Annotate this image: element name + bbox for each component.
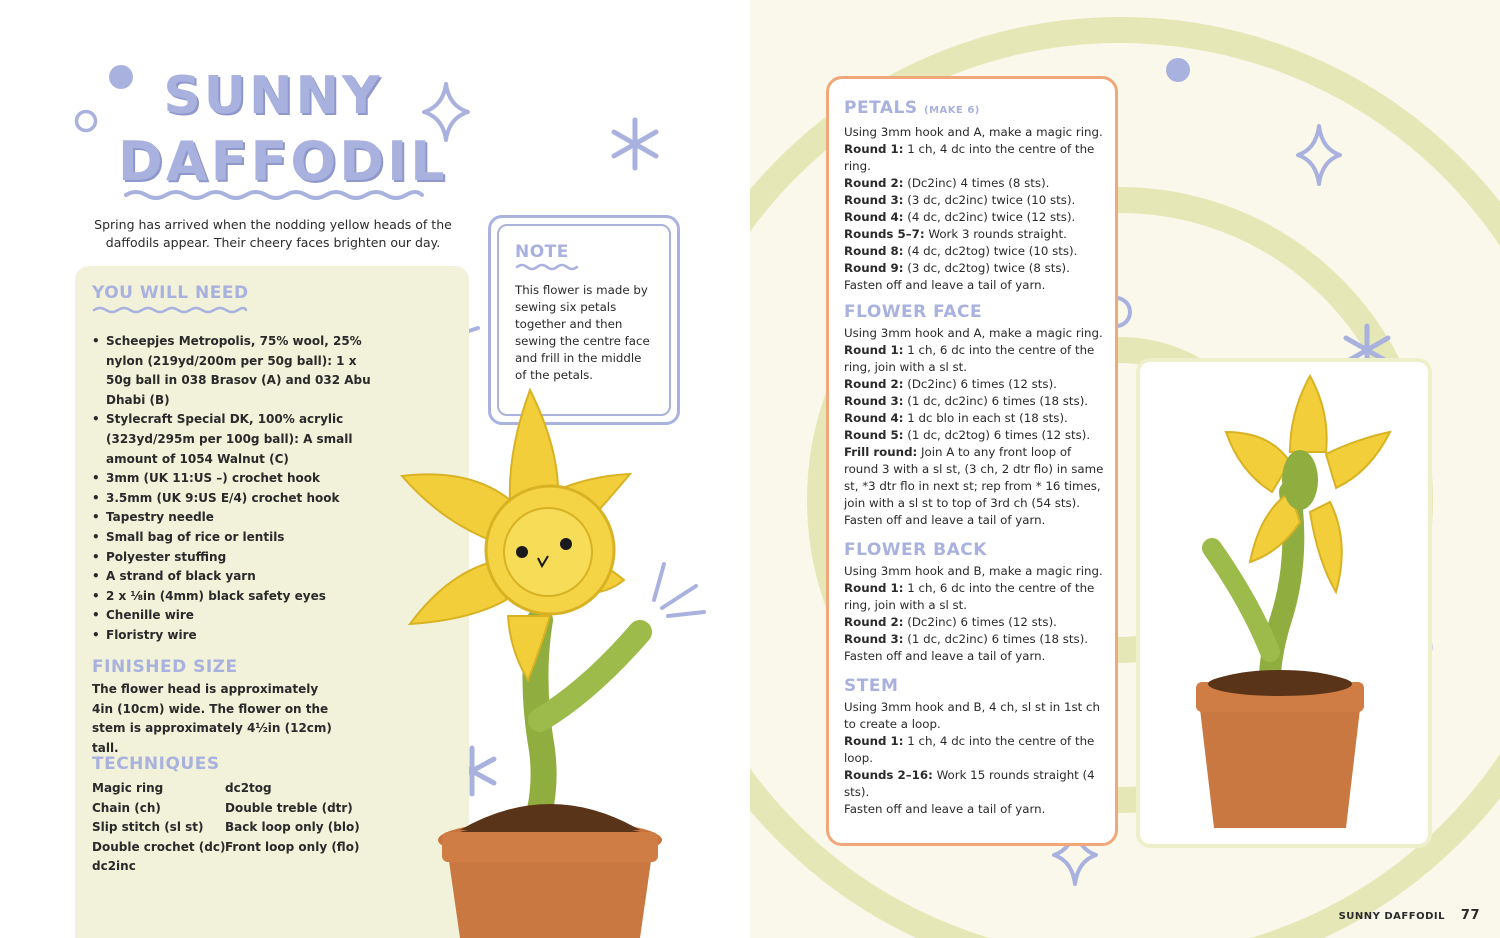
instruction-round: Round 5: (1 dc, dc2tog) 6 times (12 sts). — [844, 428, 1091, 442]
instruction-round: Round 1: 1 ch, 4 dc into the centre of the ring. — [844, 142, 1095, 173]
instruction-round: Round 1: 1 ch, 6 dc into the centre of the ring, join with a sl st. — [844, 343, 1095, 374]
intro-text: Spring has arrived when the nodding yellow heads of the daffodils appear. Their cheery faces brighten our day. — [94, 217, 452, 250]
flower-face-intro: Using 3mm hook and A, make a magic ring. — [844, 326, 1103, 340]
list-item: • A strand of black yarn — [92, 567, 382, 587]
stem-intro: Using 3mm hook and B, 4 ch, sl st in 1st ch to create a loop. — [844, 700, 1100, 731]
list-item: Double treble (dtr) — [225, 800, 353, 815]
flower-face-section — [844, 301, 1106, 529]
list-item: • Tapestry needle — [92, 508, 382, 528]
page-title-line-2: DAFFODIL — [118, 130, 448, 193]
instruction-round: Round 9: (3 dc, dc2tog) twice (8 sts). — [844, 261, 1070, 275]
list-item: • Polyester stuffing — [92, 548, 382, 568]
list-item: • Small bag of rice or lentils — [92, 528, 382, 548]
footer-section-title: SUNNY DAFFODIL — [1338, 911, 1445, 922]
list-item: • 2 x ⅛in (4mm) black safety eyes — [92, 587, 382, 607]
list-item: • Scheepjes Metropolis, 75% wool, 25% nylon (219yd/200m per 50g ball): 1 x 50g ball in 038 Brasov (A) and 032 Abu Dhabi (B) — [92, 332, 382, 410]
instruction-round: Rounds 5–7: Work 3 rounds straight. — [844, 227, 1067, 241]
list-item: • Chenille wire — [92, 606, 382, 626]
petals-outro: Fasten off and leave a tail of yarn. — [844, 278, 1046, 292]
heading-underline-wave — [92, 305, 248, 315]
instruction-round: Frill round: Join A to any front loop of round 3 with a sl st, (3 ch, 2 dtr flo) in same st, *3 dtr flo in next st; rep from * 16 times, join with a sl st to top of 3rd ch (54 sts). — [844, 445, 1104, 510]
flower-back-intro: Using 3mm hook and B, make a magic ring. — [844, 564, 1103, 578]
flower-back-section — [844, 539, 1106, 665]
daffodil-side-illustration — [1140, 362, 1428, 844]
daffodil-side-photo — [1136, 358, 1432, 848]
you-will-need-list — [92, 332, 382, 646]
petals-heading: PETALS (MAKE 6) — [844, 98, 980, 118]
techniques-column-1 — [92, 779, 225, 877]
decorative-dot-icon — [1164, 56, 1192, 84]
stem-heading: STEM — [844, 676, 899, 696]
recipe-panel — [826, 76, 1118, 846]
list-item: • Floristry wire — [92, 626, 382, 646]
list-item: dc2inc — [92, 859, 136, 874]
petals-subheading: (MAKE 6) — [924, 105, 980, 116]
list-item: • 3.5mm (UK 9:US E/4) crochet hook — [92, 489, 382, 509]
stem-outro: Fasten off and leave a tail of yarn. — [844, 802, 1046, 816]
instruction-round: Round 8: (4 dc, dc2tog) twice (10 sts). — [844, 244, 1078, 258]
list-item: • Stylecraft Special DK, 100% acrylic (323yd/295m per 100g ball): A small amount of 1054 Walnut (C) — [92, 410, 382, 469]
instruction-round: Round 4: 1 dc blo in each st (18 sts). — [844, 411, 1068, 425]
page-title-line-1: SUNNY — [163, 66, 383, 126]
title-underline-wave — [124, 188, 424, 202]
instruction-round: Round 2: (Dc2inc) 6 times (12 sts). — [844, 615, 1057, 629]
page-footer — [1339, 908, 1480, 923]
list-item: Slip stitch (sl st) — [92, 820, 204, 835]
petals-intro: Using 3mm hook and A, make a magic ring. — [844, 125, 1103, 139]
list-item: dc2tog — [225, 781, 272, 795]
list-item: Magic ring — [92, 781, 164, 795]
list-item: Double crochet (dc) — [92, 839, 226, 854]
instruction-round: Round 3: (1 dc, dc2inc) 6 times (18 sts). — [844, 394, 1089, 408]
finished-size-heading: FINISHED SIZE — [92, 657, 238, 677]
sparkle-icon — [1294, 122, 1344, 188]
page-number: 77 — [1460, 908, 1480, 923]
techniques-heading: TECHNIQUES — [92, 754, 220, 774]
flower-face-heading: FLOWER FACE — [844, 302, 983, 322]
heading-underline-wave — [515, 262, 579, 272]
note-text: This flower is made by sewing six petals together and then sewing the centre face and frill in the middle of the petals. — [515, 283, 650, 382]
list-item: Front loop only (flo) — [225, 839, 360, 854]
finished-size-text: The flower head is approximately 4in (10cm) wide. The flower on the stem is approximately 4½in (12cm) tall. — [92, 682, 332, 755]
flower-back-heading: FLOWER BACK — [844, 540, 987, 560]
instruction-round: Round 2: (Dc2inc) 6 times (12 sts). — [844, 377, 1057, 391]
list-item: • 3mm (UK 11:US –) crochet hook — [92, 469, 382, 489]
daffodil-photo — [390, 380, 690, 938]
stem-section — [844, 675, 1106, 818]
instruction-round: Round 1: 1 ch, 4 dc into the centre of the loop. — [844, 734, 1095, 765]
instruction-round: Round 3: (3 dc, dc2inc) twice (10 sts). — [844, 193, 1076, 207]
you-will-need-heading: YOU WILL NEED — [92, 283, 249, 303]
techniques-column-2 — [225, 779, 360, 857]
list-item: Back loop only (blo) — [225, 820, 360, 835]
instruction-round: Round 1: 1 ch, 6 dc into the centre of the ring, join with a sl st. — [844, 581, 1095, 612]
petals-section — [844, 97, 1106, 294]
asterisk-icon — [608, 116, 662, 172]
instruction-round: Round 3: (1 dc, dc2inc) 6 times (18 sts). — [844, 632, 1089, 646]
note-heading: NOTE — [515, 242, 569, 262]
flower-back-outro: Fasten off and leave a tail of yarn. — [844, 649, 1046, 663]
decorative-ring-icon — [74, 108, 100, 134]
instruction-round: Round 4: (4 dc, dc2inc) twice (12 sts). — [844, 210, 1076, 224]
flower-face-outro: Fasten off and leave a tail of yarn. — [844, 513, 1046, 527]
list-item: Chain (ch) — [92, 800, 161, 815]
instruction-round: Rounds 2–16: Work 15 rounds straight (4 sts). — [844, 768, 1095, 799]
instruction-round: Round 2: (Dc2inc) 4 times (8 sts). — [844, 176, 1050, 190]
